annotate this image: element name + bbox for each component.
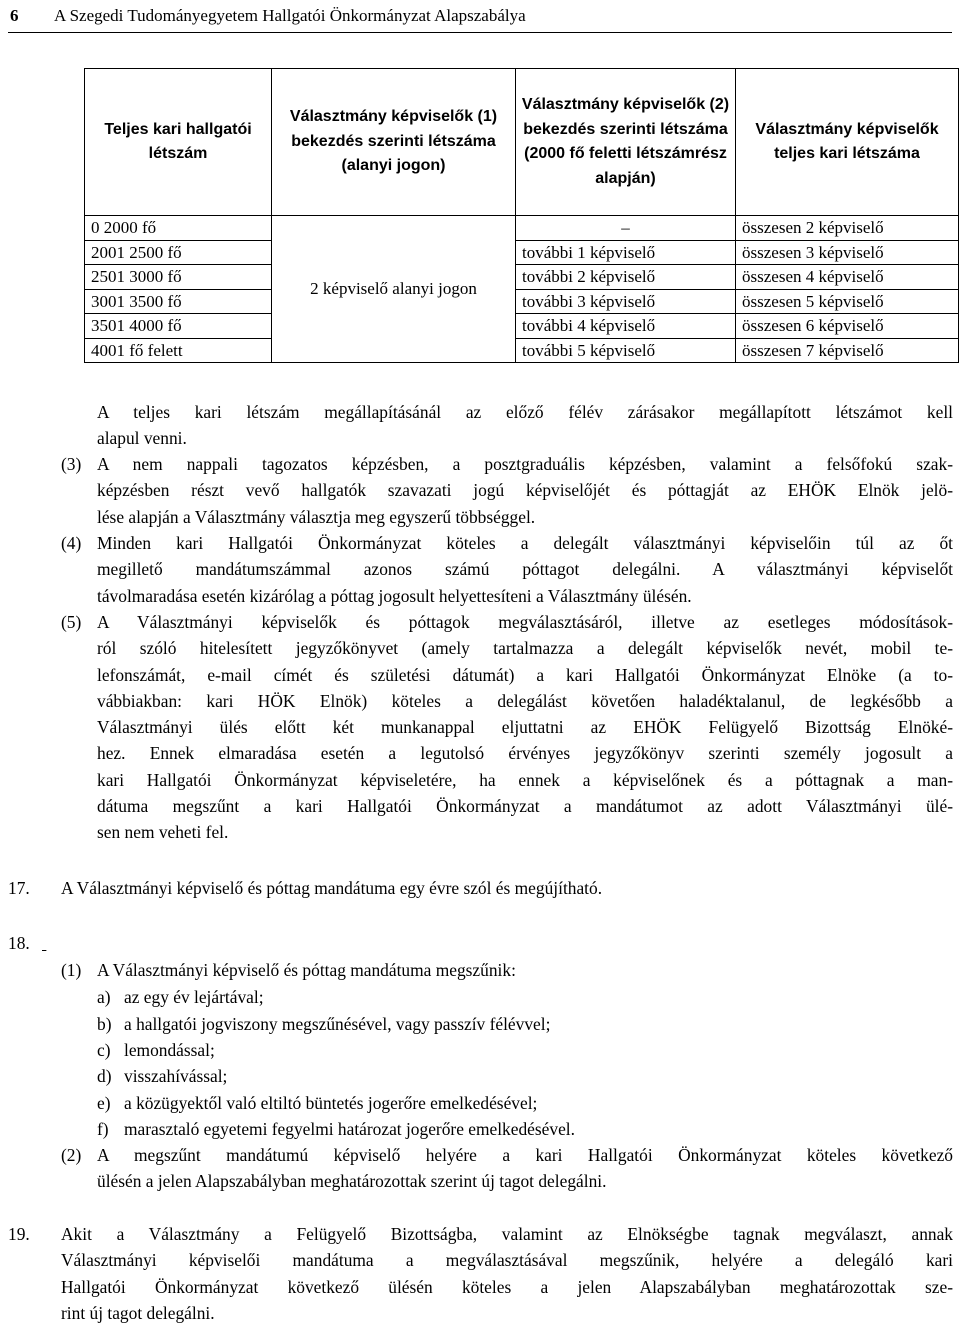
paragraph-4	[97, 530, 953, 609]
extra-cell: további 4 képviselő	[516, 314, 736, 339]
text-line: A teljes kari létszám megállapításánál az előző félév zárásakor megállapított létszámot kell	[97, 402, 953, 422]
text-line: Akit a Választmány a Felügyelő Bizottságba, valamint az Elnökségbe tagnak megválaszt, annak	[61, 1224, 953, 1244]
total-cell: összesen 4 képviselő	[736, 265, 959, 290]
table-header-row	[85, 69, 959, 216]
paragraph-label: (3)	[61, 454, 82, 474]
paragraph-label: (5)	[61, 612, 82, 632]
page-header	[8, 4, 952, 33]
text-line: A megszűnt mandátumú képviselő helyére a kari Hallgatói Önkormányzat köteles következő	[97, 1145, 953, 1165]
list-item: a közügyektől való eltiltó büntetés jogerőre emelkedésével;	[124, 1093, 538, 1113]
list-item: lemondással;	[124, 1040, 215, 1060]
text-line: A nem nappali tagozatos képzésben, a posztgraduális képzésben, valamint a felsőfokú szak-	[97, 454, 953, 474]
total-cell: összesen 7 képviselő	[736, 338, 959, 363]
paragraph-label: (4)	[61, 533, 82, 553]
header-total-students: Teljes kari hallgatói létszám	[85, 69, 272, 216]
text-line: hez. Ennek elmaradása esetén a legutolsó érvényes jegyzőkönyv szerinti személy jogosult a	[97, 743, 953, 764]
extra-cell: további 1 képviselő	[516, 240, 736, 265]
list-item-label: a)	[97, 987, 111, 1007]
text-line: Választmányi ülés előtt két munkanappal eljuttatni az EHÖK Felügyelő Bizottság Elnöké-	[97, 717, 953, 738]
text-line: lefonszámát, e-mail címét és születési dátumát) a kari Hallgatói Önkormányzat Elnöke (a to-	[97, 664, 953, 685]
list-item-label: e)	[97, 1093, 111, 1113]
text-line: Minden kari Hallgatói Önkormányzat köteles a delegált választmányi képviselőin túl az őt	[97, 533, 953, 553]
range-cell: 0 2000 fő	[85, 216, 272, 241]
table-row	[85, 265, 959, 290]
range-cell: 3501 4000 fő	[85, 314, 272, 339]
text-line: dátuma megszűnt a kari Hallgatói Önkormányzat a mandátumot az adott Választmányi ülé-	[97, 796, 953, 817]
text-line: sen nem veheti fel.	[97, 822, 229, 843]
list-item-label: b)	[97, 1014, 112, 1034]
range-cell: 2001 2500 fő	[85, 240, 272, 265]
range-cell: 2501 3000 fő	[85, 265, 272, 290]
list-item-label: d)	[97, 1066, 112, 1086]
table-row	[85, 314, 959, 339]
extra-cell: további 3 képviselő	[516, 289, 736, 314]
paragraph-2	[97, 1142, 953, 1195]
text-line: Hallgatói Önkormányzat következő ülésén köteles a jelen Alapszabályban meghatározottak sze-	[61, 1276, 953, 1297]
representatives-table	[84, 68, 959, 363]
paragraph-label: (1)	[61, 960, 82, 980]
text-line: távolmaradása esetén kizárólag a póttag jogosult helyettesíteni a Választmány ülésén.	[97, 585, 692, 606]
document-title: A Szegedi Tudományegyetem Hallgatói Önkormányzat Alapszabálya	[54, 6, 526, 25]
paragraph-1-text: A Választmányi képviselő és póttag mandátuma megszűnik:	[97, 960, 516, 980]
extra-cell: –	[516, 216, 736, 241]
section-19-text	[61, 1221, 953, 1326]
text-line: vábbiakban: kari HÖK Elnök) köteles a delegálást követően haladéktalanul, de legkésőbb a	[97, 690, 953, 711]
text-line: Választmányi képviselői mandátuma a megválasztásával megszűnik, helyére a delegáló kari	[61, 1250, 953, 1271]
header-total-reps: Választmány képviselők teljes kari létszáma	[736, 69, 959, 216]
alanyi-cell: 2 képviselő alanyi jogon	[272, 216, 516, 363]
section-number: 18.	[8, 933, 30, 953]
list-item: az egy év lejártával;	[124, 987, 264, 1007]
section-number: 19.	[8, 1224, 30, 1244]
paragraph-3	[97, 451, 953, 530]
page-number: 6	[10, 6, 19, 25]
extra-cell: további 2 képviselő	[516, 265, 736, 290]
intro-paragraph	[97, 399, 953, 452]
text-line: ról szóló hitelesített jegyzőkönyvet (amely tartalmazza a delegált képviselők nevét, mobil te-	[97, 638, 953, 659]
text-line: alapul venni.	[97, 428, 187, 449]
table-row	[85, 289, 959, 314]
header-alanyi-reps: Választmány képviselők (1) bekezdés szerinti létszáma (alanyi jogon)	[272, 69, 516, 216]
section-17-text: A Választmányi képviselő és póttag mandátuma egy évre szól és megújítható.	[61, 878, 603, 898]
section-marker	[42, 930, 46, 956]
table-row	[85, 216, 959, 241]
text-line: megillető mandátumszámmal azonos számú póttagot delegálni. A választmányi képviselőt	[97, 559, 953, 580]
table-row	[85, 240, 959, 265]
total-cell: összesen 3 képviselő	[736, 240, 959, 265]
text-line: A Választmányi képviselők és póttagok megválasztásáról, illetve az esetleges módosítások-	[97, 612, 953, 632]
paragraph-label: (2)	[61, 1145, 82, 1165]
text-line: képzésben részt vevő hallgatók szavazati jogú képviselőjét és póttagját az EHÖK Elnök jelö-	[97, 480, 953, 501]
text-line: rint új tagot delegálni.	[61, 1302, 215, 1323]
range-cell: 3001 3500 fő	[85, 289, 272, 314]
paragraph-5	[97, 609, 953, 846]
text-line: ülésén a jelen Alapszabályban meghatározottak szerint új tagot delegálni.	[97, 1171, 607, 1192]
list-item-label: c)	[97, 1040, 111, 1060]
list-item: marasztaló egyetemi fegyelmi határozat jogerőre emelkedésével.	[124, 1119, 575, 1139]
text-line: kari Hallgatói Önkormányzat képviseletére, ha ennek a képviselőnek és a póttagnak a man-	[97, 769, 953, 790]
text-line: lése alapján a Választmány választja meg egyszerű többséggel.	[97, 506, 536, 527]
list-item: visszahívással;	[124, 1066, 228, 1086]
list-item-label: f)	[97, 1119, 109, 1139]
range-cell: 4001 fő felett	[85, 338, 272, 363]
total-cell: összesen 6 képviselő	[736, 314, 959, 339]
total-cell: összesen 5 képviselő	[736, 289, 959, 314]
table-row	[85, 338, 959, 363]
header-extra-reps: Választmány képviselők (2) bekezdés szerinti létszáma (2000 fő feletti létszámrész alapján)	[516, 69, 736, 216]
extra-cell: további 5 képviselő	[516, 338, 736, 363]
list-item: a hallgatói jogviszony megszűnésével, vagy passzív félévvel;	[124, 1014, 551, 1034]
total-cell: összesen 2 képviselő	[736, 216, 959, 241]
section-number: 17.	[8, 878, 30, 898]
